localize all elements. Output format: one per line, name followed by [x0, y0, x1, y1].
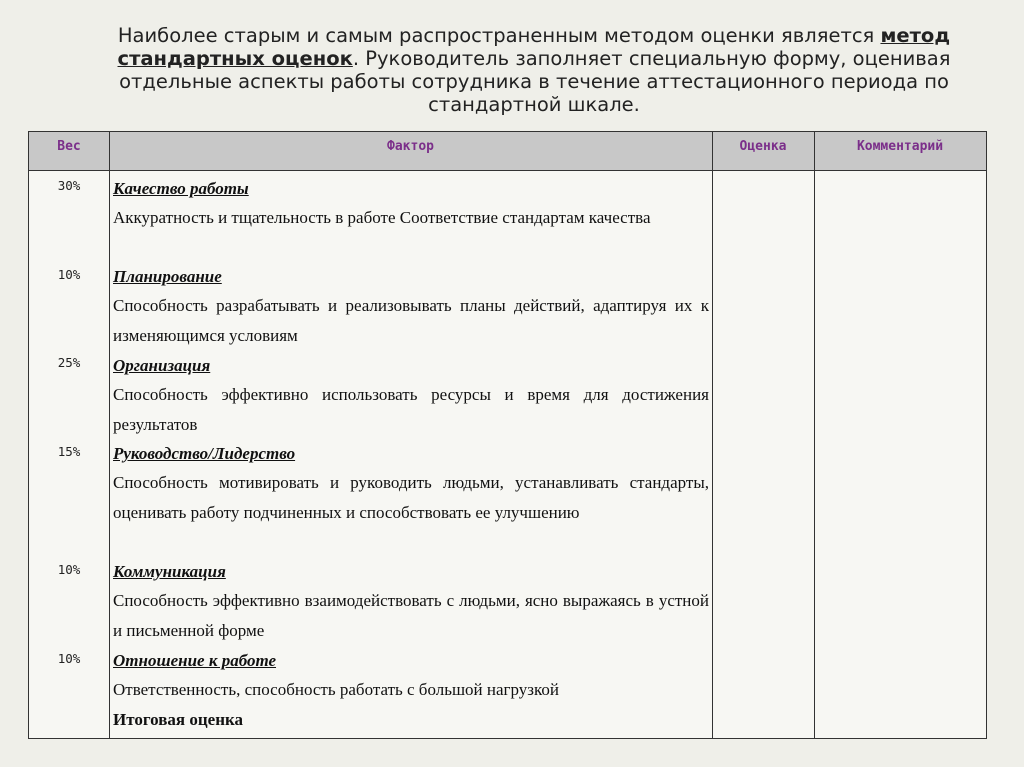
header-score: Оценка — [712, 132, 814, 170]
factor-cell — [113, 440, 709, 528]
factor-description: Способность мотивировать и руководить людьми, устанавливать стандарты, оценивать работу подчиненных и способствовать ее улучшению — [113, 473, 709, 522]
column-divider — [814, 132, 815, 738]
factor-title: Организация — [113, 356, 211, 375]
rating-table — [28, 131, 987, 739]
factor-cell — [113, 558, 709, 646]
intro-paragraph — [100, 24, 968, 116]
factor-title: Руководство/Лидерство — [113, 444, 296, 463]
factor-title: Коммуникация — [113, 562, 226, 581]
intro-highlight: метод стандартных оценок — [117, 24, 951, 70]
header-divider — [29, 170, 986, 171]
header-weight: Вес — [29, 132, 109, 170]
weight-cell: 10% — [57, 562, 81, 577]
intro-text-end: . Руководитель заполняет специальную форму, оценивая отдельные аспекты работы сотрудника в течение аттестационного периода по стандартной шкале. — [119, 47, 951, 116]
weight-cell: 25% — [57, 355, 81, 370]
factor-description: Способность эффективно использовать ресурсы и время для достижения результатов — [113, 385, 709, 434]
weight-cell: 10% — [57, 651, 81, 666]
weight-cell: 10% — [57, 267, 81, 282]
factor-description: Способность эффективно взаимодействовать с людьми, ясно выражаясь в устной и письменной форме — [113, 591, 709, 640]
factor-cell — [113, 175, 709, 233]
weight-cell: 15% — [57, 444, 81, 459]
factor-title: Качество работы — [113, 179, 249, 198]
header-factor: Фактор — [109, 132, 712, 170]
factor-cell — [113, 352, 709, 440]
intro-text-start: Наиболее старым и самым распространенным методом оценки является — [117, 24, 881, 47]
factor-description: Ответственность, способность работать с большой нагрузкой — [113, 680, 560, 699]
column-divider — [712, 132, 713, 738]
weight-cell: 30% — [57, 178, 81, 193]
header-comment: Комментарий — [814, 132, 986, 170]
factor-title: Отношение к работе — [113, 651, 277, 670]
factor-cell — [113, 263, 709, 351]
total-score-label: Итоговая оценка — [113, 710, 244, 729]
factor-description: Способность разрабатывать и реализовывать планы действий, адаптируя их к изменяющимся условиям — [113, 296, 709, 345]
factor-title: Планирование — [113, 267, 222, 286]
factor-cell — [113, 647, 709, 705]
column-divider — [109, 132, 110, 738]
factor-description: Аккуратность и тщательность в работе Соответствие стандартам качества — [113, 208, 651, 227]
